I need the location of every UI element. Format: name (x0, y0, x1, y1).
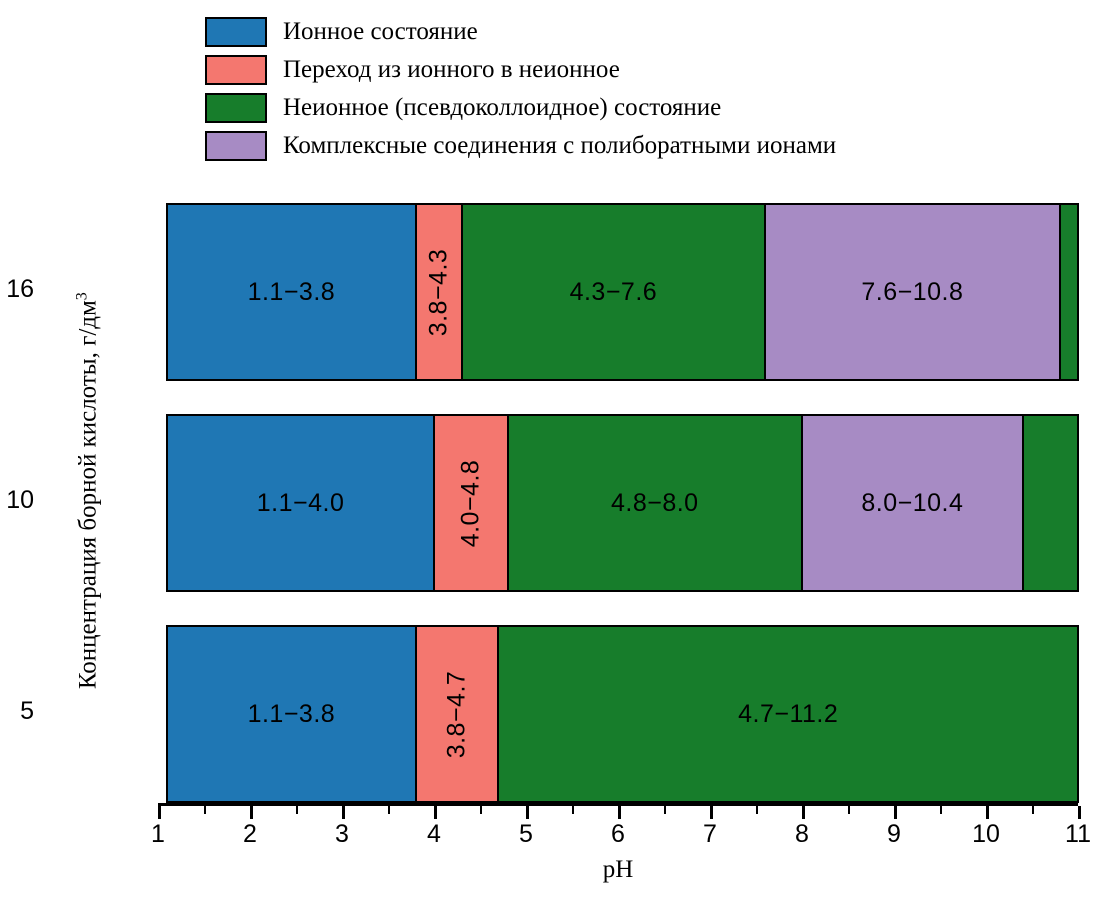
bar-group (158, 414, 1078, 592)
y-tick-label: 16 (6, 275, 34, 303)
x-tick-minor-mark (664, 806, 666, 814)
y-axis-title-superscript: 3 (73, 292, 91, 301)
x-tick-mark (158, 806, 161, 819)
x-tick-label: 1 (151, 820, 165, 848)
x-tick-mark (710, 806, 713, 819)
x-tick-label: 2 (243, 820, 257, 848)
bar-segment[interactable] (507, 414, 803, 592)
legend-label: Комплексные соединения с полиборатными ионами (283, 132, 837, 159)
x-tick-label: 11 (1065, 820, 1091, 848)
bar-segment-label: 7.6−10.8 (861, 277, 964, 306)
y-tick-label: 5 (20, 697, 34, 725)
x-tick-minor-mark (848, 806, 850, 814)
bar-segment[interactable] (415, 625, 500, 803)
x-tick-mark (894, 806, 897, 819)
plot-area (158, 203, 1078, 803)
bar-segment-label: 4.8−8.0 (610, 488, 699, 517)
bar-segment-label: 8.0−10.4 (861, 488, 964, 517)
bar-segment[interactable] (461, 203, 767, 381)
x-tick-minor-mark (480, 806, 482, 814)
legend-label: Переход из ионного в неионное (283, 56, 620, 83)
bar-segment[interactable] (166, 625, 416, 803)
legend-swatch (205, 55, 267, 85)
bar-segment[interactable] (433, 414, 509, 592)
y-axis-title-text: Концентрация борной кислоты, г/дм (74, 300, 102, 690)
legend-item (205, 52, 1085, 88)
x-tick-label: 8 (795, 820, 809, 848)
bar-segment-label: 1.1−4.0 (256, 488, 345, 517)
bar-segment-label: 4.0−4.8 (456, 459, 485, 547)
x-tick-minor-mark (388, 806, 390, 814)
bar-segment[interactable] (801, 414, 1024, 592)
x-tick-mark (250, 806, 253, 819)
x-tick-mark (1078, 806, 1081, 819)
x-tick-minor-mark (572, 806, 574, 814)
legend-item (205, 90, 1085, 126)
x-tick-label: 3 (335, 820, 349, 848)
bar-segment[interactable] (1059, 203, 1079, 381)
bar-segment[interactable] (166, 414, 435, 592)
y-tick-label: 10 (6, 486, 34, 514)
x-tick-mark (434, 806, 437, 819)
bar-segment[interactable] (764, 203, 1060, 381)
x-axis (151, 803, 1091, 848)
bar-segment-label: 3.8−4.7 (442, 670, 471, 758)
bar-segment-label: 4.7−11.2 (738, 699, 839, 728)
x-tick-label: 6 (611, 820, 625, 848)
bar-group (158, 203, 1078, 381)
x-tick-mark (342, 806, 345, 819)
legend-swatch (205, 93, 267, 123)
legend-swatch (205, 17, 267, 47)
chart-legend (205, 14, 1085, 166)
x-tick-minor-mark (1032, 806, 1034, 814)
x-tick-minor-mark (940, 806, 942, 814)
x-tick-label: 7 (703, 820, 717, 848)
x-tick-label: 4 (427, 820, 441, 848)
x-tick-minor-mark (204, 806, 206, 814)
x-tick-mark (986, 806, 989, 819)
x-tick-mark (526, 806, 529, 819)
legend-item (205, 14, 1085, 50)
y-axis-title (73, 171, 102, 811)
bar-segment-label: 1.1−3.8 (247, 699, 336, 728)
x-axis-title: pH (602, 856, 634, 883)
bar-segment-label: 1.1−3.8 (247, 277, 336, 306)
legend-item (205, 128, 1085, 164)
legend-label: Неионное (псевдоколлоидное) состояние (283, 94, 722, 121)
x-tick-minor-mark (296, 806, 298, 814)
x-tick-label: 5 (519, 820, 533, 848)
x-tick-label: 9 (887, 820, 901, 848)
x-tick-mark (802, 806, 805, 819)
x-tick-label: 10 (972, 820, 1000, 848)
legend-label: Ионное состояние (283, 18, 478, 45)
bar-segment[interactable] (1022, 414, 1079, 592)
bar-segment[interactable] (415, 203, 463, 381)
bar-segment[interactable] (166, 203, 416, 381)
legend-swatch (205, 131, 267, 161)
x-tick-mark (618, 806, 621, 819)
bar-segment-label: 4.3−7.6 (569, 277, 658, 306)
bar-segment[interactable] (497, 625, 1079, 803)
bar-segment-label: 3.8−4.3 (424, 248, 453, 336)
bar-group (158, 625, 1078, 803)
x-tick-minor-mark (756, 806, 758, 814)
